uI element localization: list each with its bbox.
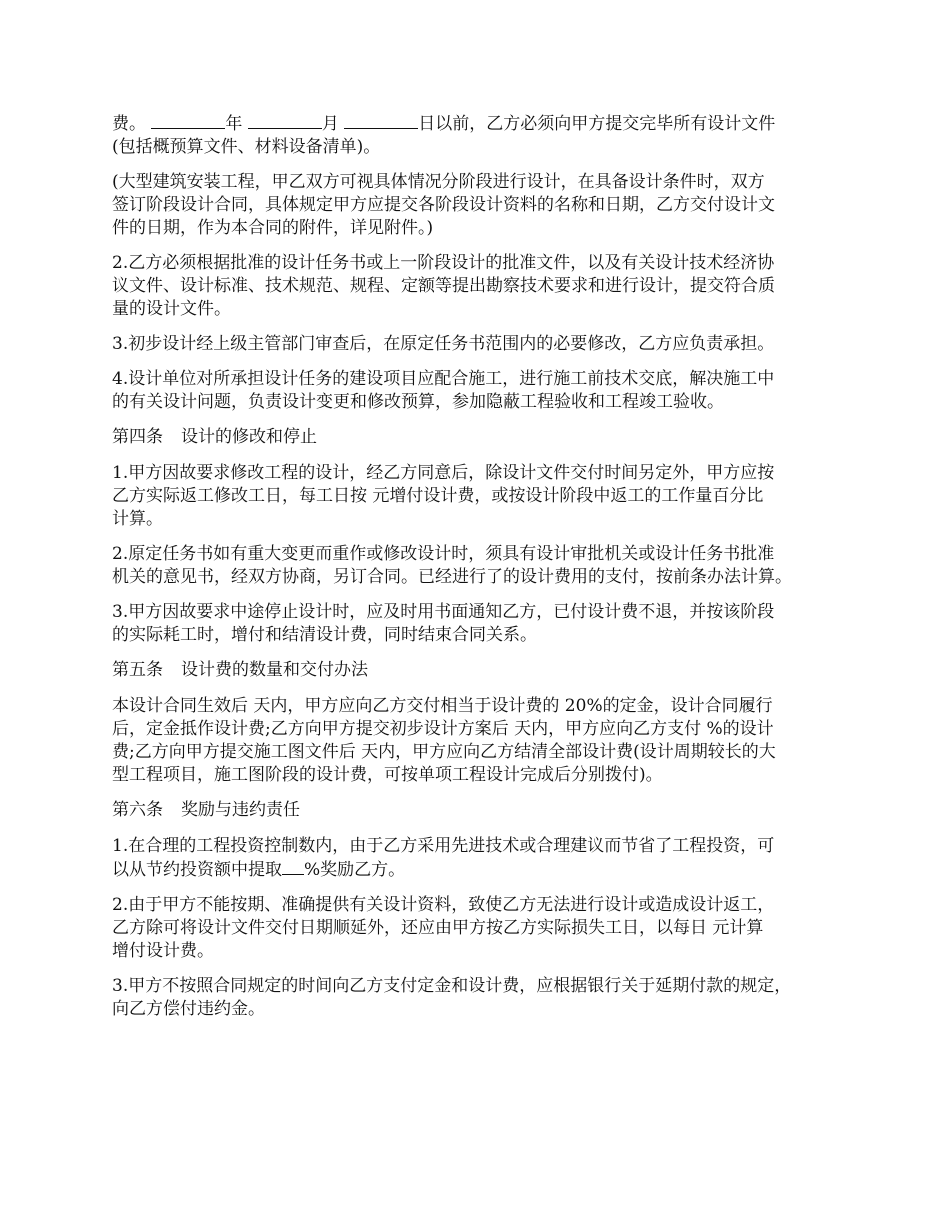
text-line: 议文件、设计标准、技术规范、规程、定额等提出勘察技术要求和进行设计，提交符合质 <box>112 276 775 296</box>
text-line: 量的设计文件。 <box>112 299 231 319</box>
text-line: 后，定金抵作设计费;乙方向甲方提交初步设计方案后 天内，甲方应向乙方支付 %的设计 <box>112 719 774 739</box>
fill-in-blank <box>151 112 225 129</box>
text-line: 1.甲方因故要求修改工程的设计，经乙方同意后，除设计文件交付时间另定外，甲方应按 <box>112 463 775 483</box>
article-4-heading <box>112 426 857 449</box>
text-line: (大型建筑安装工程，甲乙双方可视具体情况分阶段进行设计，在具备设计条件时，双方 <box>112 172 765 192</box>
article-6-number: 第六条 <box>112 800 163 820</box>
paragraph-s6p2 <box>112 894 857 963</box>
text-line: (包括概预算文件、材料设备清单)。 <box>112 137 381 157</box>
text-line: 3.初步设计经上级主管部门审查后，在原定任务书范围内的必要修改，乙方应负责承担。 <box>112 334 775 354</box>
clauses-part-1 <box>112 112 857 414</box>
document-page <box>112 112 857 1033</box>
paragraph-s4p1 <box>112 462 857 531</box>
text-line: 本设计合同生效后 天内，甲方应向乙方交付相当于设计费的 20%的定金，设计合同履行 <box>112 696 773 716</box>
text-line: 向乙方偿付违约金。 <box>112 999 265 1019</box>
paragraph-p1 <box>112 112 857 159</box>
paragraph-s6p3 <box>112 975 857 1021</box>
text-line: 的有关设计问题，负责设计变更和修改预算，参加隐蔽工程验收和工程竣工验收。 <box>112 392 724 412</box>
paragraph-s4p2 <box>112 543 857 589</box>
article-5-title: 设计费的数量和交付办法 <box>181 660 368 680</box>
fill-in-blank <box>344 112 418 129</box>
text-line: 费。 年 月 日以前，乙方必须向甲方提交完毕所有设计文件 <box>112 114 776 134</box>
article-5-heading <box>112 659 857 682</box>
text-line: 乙方除可将设计文件交付日期顺延外，还应由甲方按乙方实际损失工日，以每日 元计算 <box>112 918 764 938</box>
paragraph-p4 <box>112 333 857 356</box>
fill-in-blank <box>248 112 322 129</box>
paragraph-s4p3 <box>112 601 857 647</box>
text-line: 机关的意见书，经双方协商，另订合同。已经进行了的设计费用的支付，按前条办法计算。 <box>112 567 792 587</box>
paragraph-s5p1 <box>112 695 857 787</box>
article-5-number: 第五条 <box>112 660 163 680</box>
paragraph-p3 <box>112 252 857 321</box>
text-line: 2.乙方必须根据批准的设计任务书或上一阶段设计的批准文件，以及有关设计技术经济协 <box>112 253 775 273</box>
text-line: 增付设计费。 <box>112 941 214 961</box>
text-line: 件的日期，作为本合同的附件，详见附件。) <box>112 218 434 238</box>
text-line: 3.甲方不按照合同规定的时间向乙方支付定金和设计费，应根据银行关于延期付款的规定， <box>112 976 792 996</box>
text-line: 4.设计单位对所承担设计任务的建设项目应配合施工，进行施工前技术交底，解决施工中 <box>112 369 775 389</box>
article-5-clauses <box>112 695 857 787</box>
fill-in-blank <box>282 858 304 875</box>
article-4-title: 设计的修改和停止 <box>181 427 317 447</box>
text-line: 2.由于甲方不能按期、准确提供有关设计资料，致使乙方无法进行设计或造成设计返工， <box>112 895 775 915</box>
text-line: 的实际耗工时，增付和结清设计费，同时结束合同关系。 <box>112 625 537 645</box>
paragraph-p2 <box>112 171 857 240</box>
text-line: 乙方实际返工修改工日，每工日按 元增付设计费，或按设计阶段中返工的工作量百分比 <box>112 486 764 506</box>
text-line: 型工程项目，施工图阶段的设计费，可按单项工程设计完成后分别拨付)。 <box>112 765 663 785</box>
paragraph-s6p1 <box>112 835 857 882</box>
article-6-title: 奖励与违约责任 <box>181 800 300 820</box>
article-4-clauses <box>112 462 857 647</box>
text-line: 计算。 <box>112 509 163 529</box>
text-line: 2.原定任务书如有重大变更而重作或修改设计时，须具有设计审批机关或设计任务书批准 <box>112 544 775 564</box>
text-line: 3.甲方因故要求中途停止设计时，应及时用书面通知乙方，已付设计费不退，并按该阶段 <box>112 602 775 622</box>
paragraph-p5 <box>112 368 857 414</box>
article-6-clauses <box>112 835 857 1021</box>
text-line: 以从节约投资额中提取 %奖励乙方。 <box>112 860 406 880</box>
article-4-number: 第四条 <box>112 427 163 447</box>
text-line: 费;乙方向甲方提交施工图文件后 天内，甲方应向乙方结清全部设计费(设计周期较长的大 <box>112 742 776 762</box>
text-line: 签订阶段设计合同，具体规定甲方应提交各阶段设计资料的名称和日期，乙方交付设计文 <box>112 195 775 215</box>
text-line: 1.在合理的工程投资控制数内，由于乙方采用先进技术或合理建议而节省了工程投资，可 <box>112 836 775 856</box>
article-6-heading <box>112 799 857 822</box>
